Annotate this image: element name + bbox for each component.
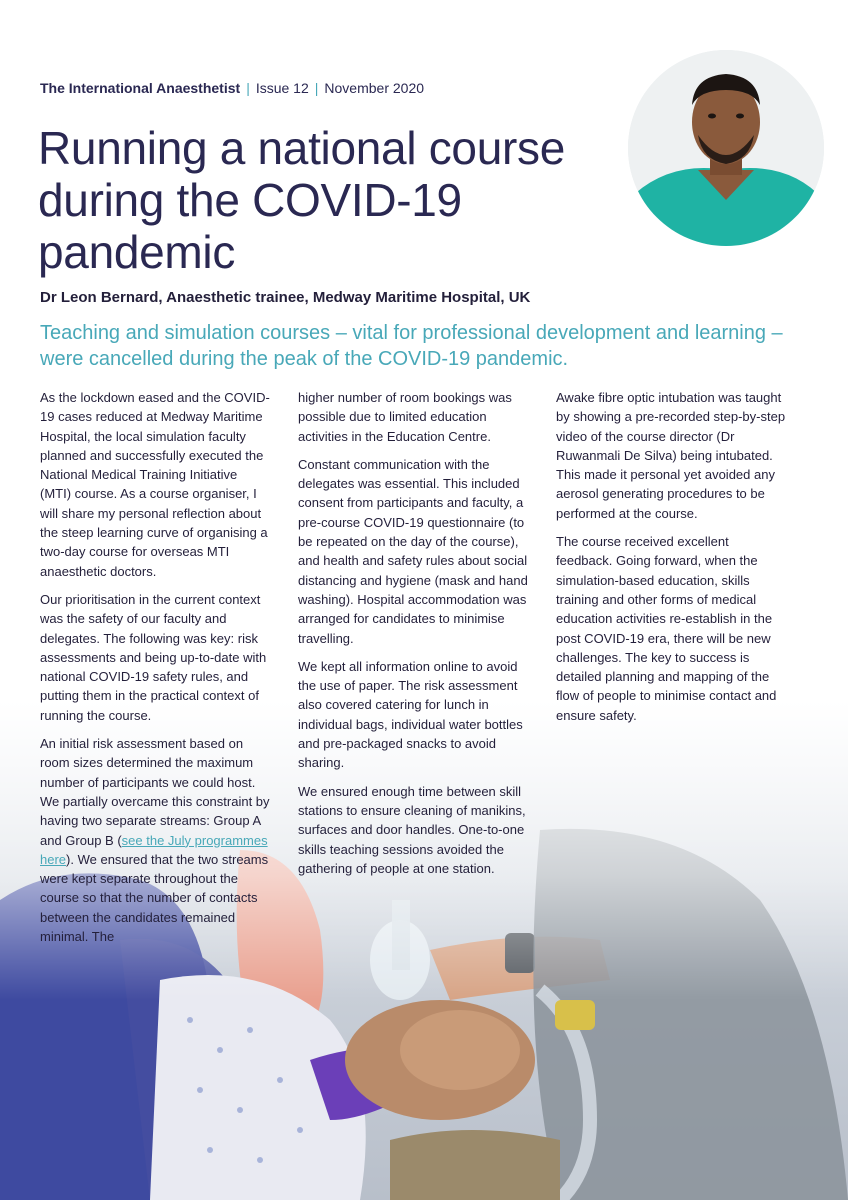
author-photo: [628, 50, 824, 246]
paragraph-text: ). We ensured that the two streams were kept separate throughout the course so that the number of contacts between the candidates remained minimal. The: [40, 851, 269, 945]
text-column-1: [40, 388, 270, 955]
paragraph: Awake fibre optic intubation was taught by showing a pre-recorded step-by-step video of the course director (Dr Ruwanmali De Silva) being intubated. This made it personal yet avoided any aerosol generating procedures to be performed at the course.: [556, 390, 786, 521]
paragraph: [40, 734, 270, 946]
publication-name: The International Anaesthetist: [40, 80, 241, 96]
paragraph: We ensured enough time between skill stations to ensure cleaning of manikins, surfaces and door handles. One-to-one skills teaching sessions avoided the gathering of people at one station.: [298, 783, 526, 876]
article-standfirst: Teaching and simulation courses – vital for professional development and learning – were cancelled during the peak of the COVID-19 pandemic.: [40, 322, 783, 370]
paragraph: We kept all information online to avoid the use of paper. The risk assessment also covered catering for lunch in individual bags, individual water bottles and pre-packaged snacks to avoid sharing.: [298, 658, 523, 771]
paragraph: Our prioritisation in the current context was the safety of our faculty and delegates. The following was key: risk assessments and being up-to-date with national COVID-19 safety rules, and putting them in the practical context of running the course.: [40, 591, 267, 723]
article-title: Running a national course during the COVID-19 pandemic: [38, 122, 565, 278]
masthead-separator: |: [314, 80, 319, 96]
article-byline: Dr Leon Bernard, Anaesthetic trainee, Medway Maritime Hospital, UK: [40, 289, 531, 306]
text-column-2: [298, 388, 528, 887]
masthead-separator: |: [246, 80, 250, 96]
paragraph-text: An initial risk assessment based on room sizes determined the maximum number of participants we could host. We partially overcame this constraint by having two separate streams: Group A and Group B (: [40, 736, 270, 848]
masthead: [40, 80, 424, 96]
july-programmes-link[interactable]: see the July programmes here: [40, 832, 268, 867]
paragraph: higher number of room bookings was possible due to limited education activities in the Education Centre.: [298, 390, 512, 444]
author-portrait: [628, 50, 824, 246]
text-column-3: [556, 388, 786, 734]
paragraph: As the lockdown eased and the COVID-19 cases reduced at Medway Maritime Hospital, the local simulation faculty planned and successfully executed the National Medical Training Initiative (MTI) course. As a course organiser, I will share my personal reflection about the steep learning curve of organising a two-day course for overseas MTI anaesthetic doctors.: [40, 390, 270, 579]
issue-number: Issue 12: [255, 80, 309, 96]
paragraph: Constant communication with the delegates was essential. This included consent from participants and faculty, a pre-course COVID-19 questionnaire (to be repeated on the day of the course), and health and safety rules about social distancing and hygiene (mask and hand washing). Hospital accommodation was arranged for candidates to minimise travelling.: [298, 456, 528, 646]
paragraph: The course received excellent feedback. Going forward, when the simulation-based education, skills training and other forms of medical education activities re-establish in the post COVID-19 era, there will be new challenges. The key to success is detailed planning and mapping of the flow of people to minimise contact and ensure safety.: [556, 534, 777, 723]
issue-date: November 2020: [324, 80, 425, 96]
